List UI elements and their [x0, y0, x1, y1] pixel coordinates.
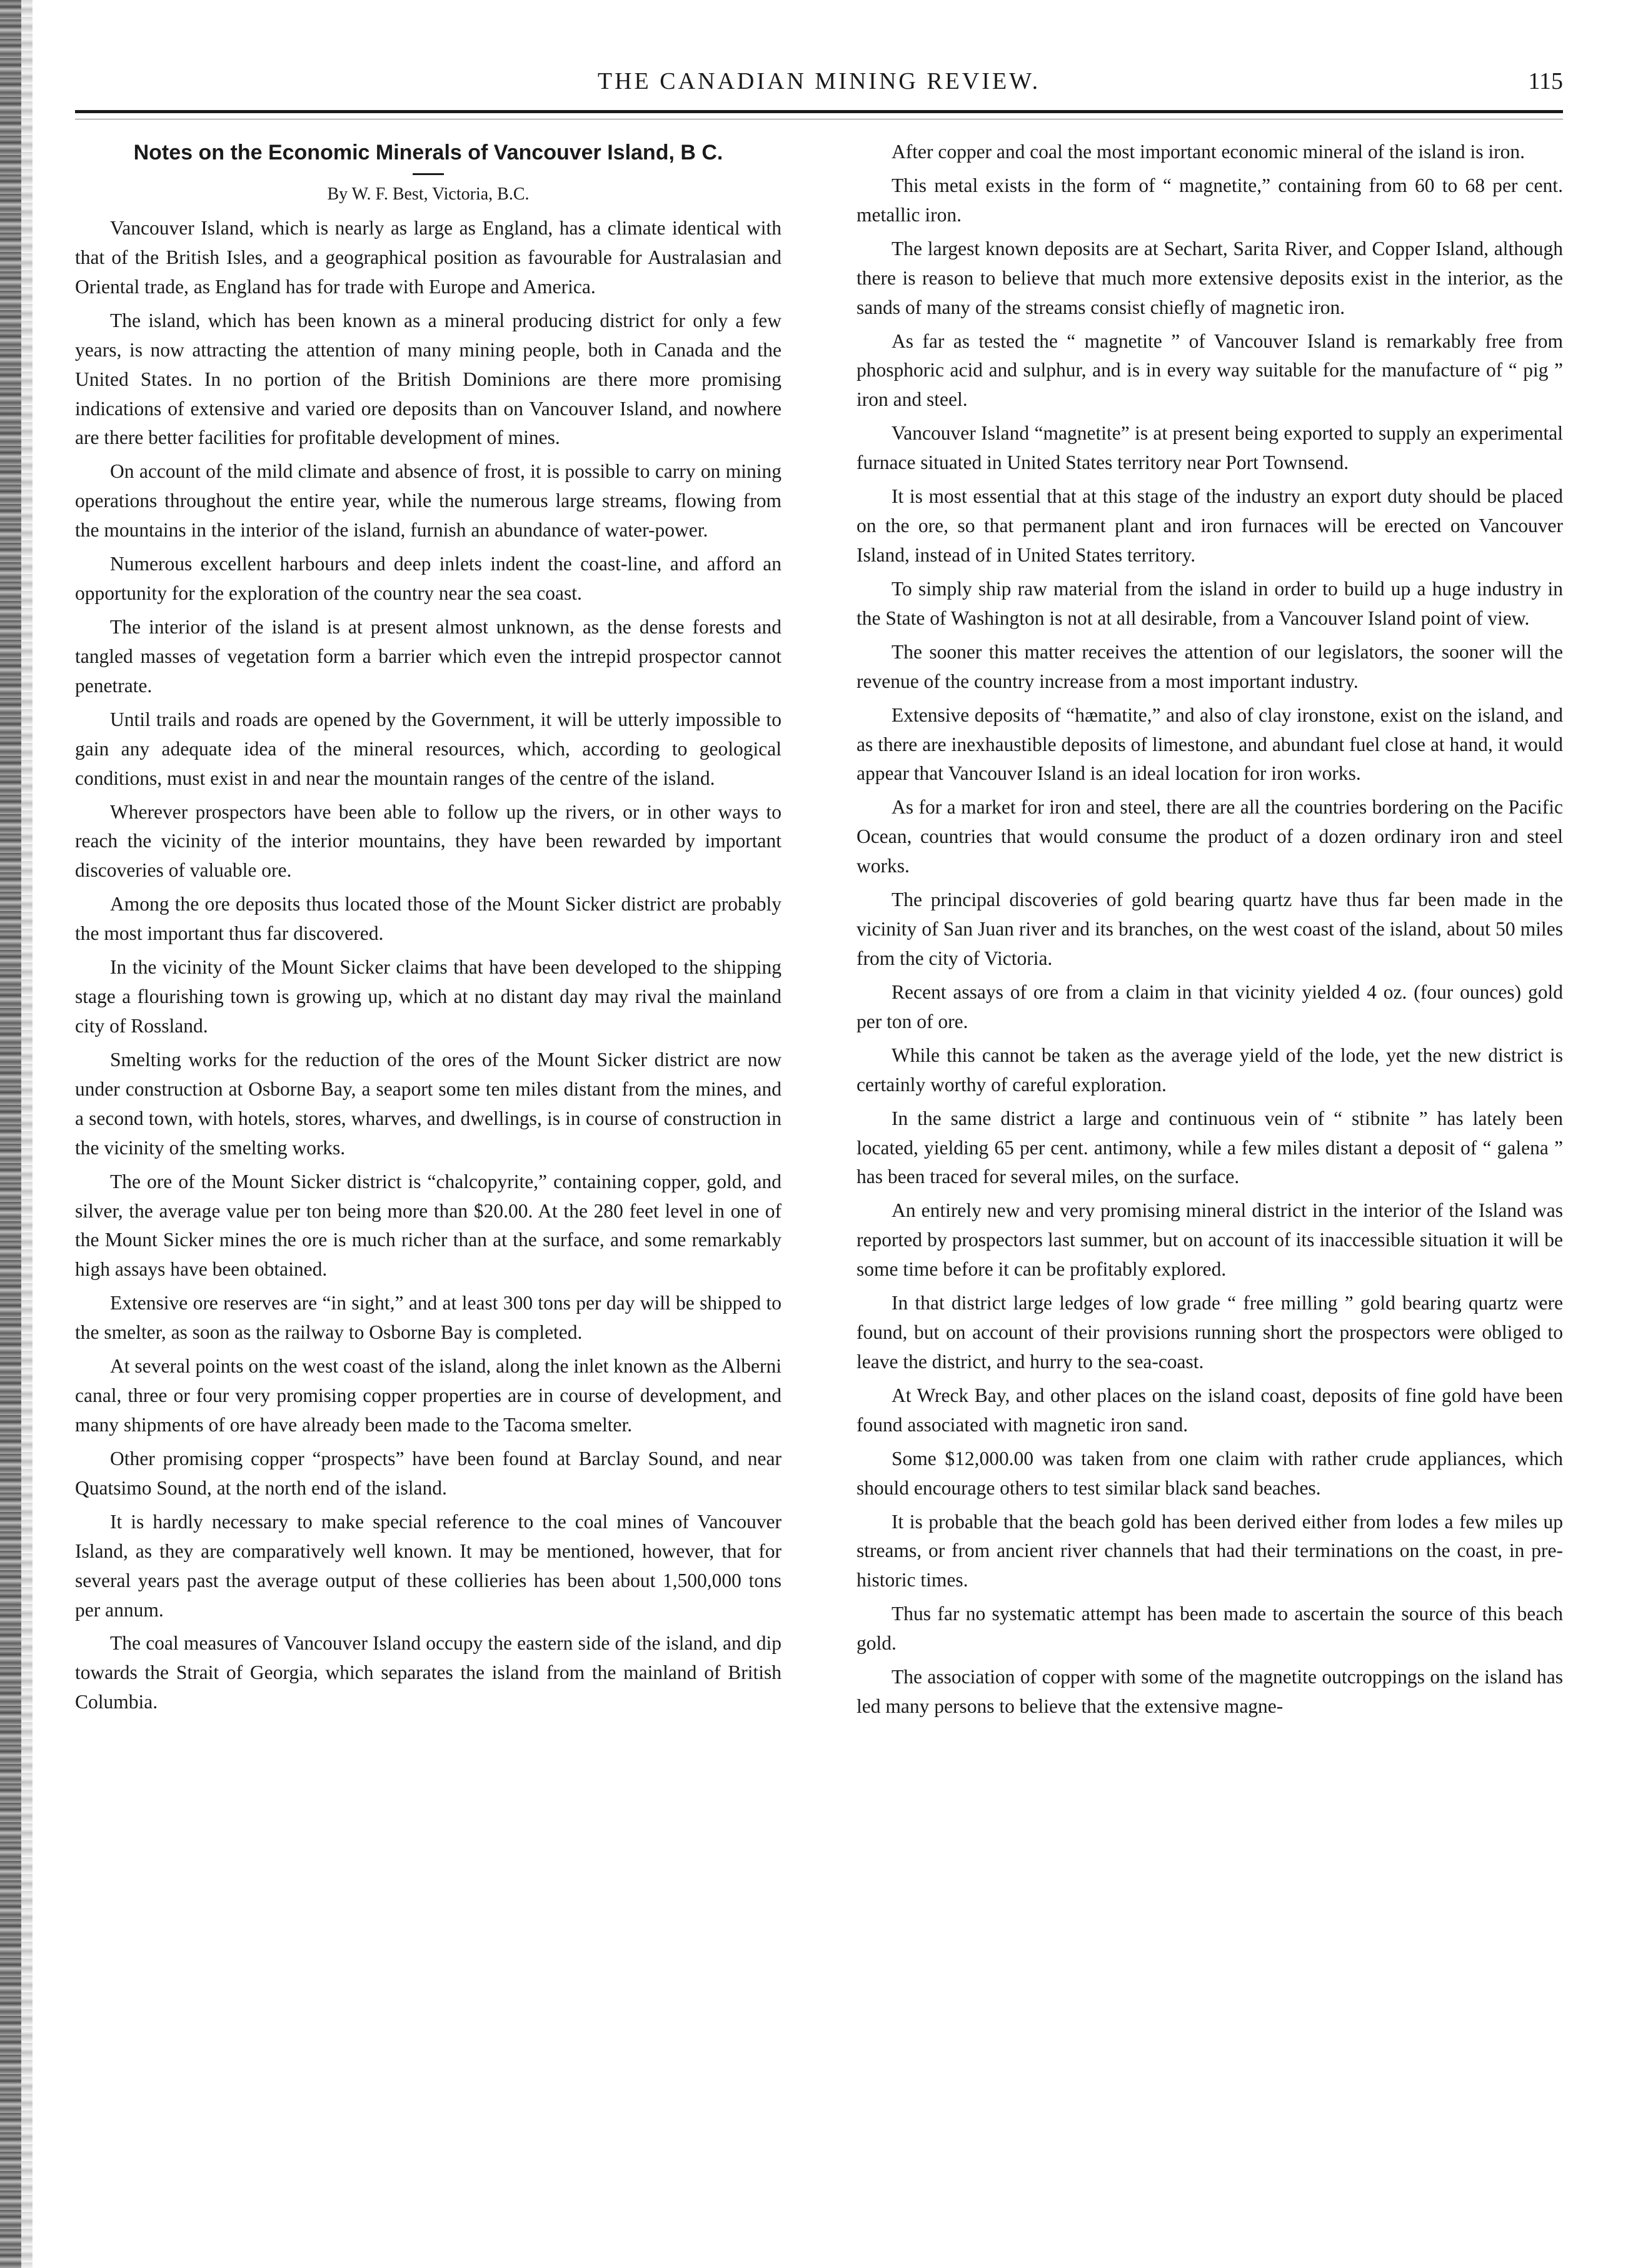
paragraph: An entirely new and very promising mineral district in the interior of the Island was reported by prospectors last summer, but on account of its inaccessible situation it will be some time before it can be profitably explored. [857, 1199, 1563, 1281]
paragraph: As for a market for iron and steel, there are all the countries bordering on the Pacific Ocean, countries that would consume the product of a dozen ordinary iron and steel works. [857, 796, 1563, 877]
paragraph: Some $12,000.00 was taken from one claim with rather crude appliances, which should encourage others to test similar black sand beaches. [857, 1447, 1563, 1499]
paragraph: The island, which has been known as a mineral producing district for only a few years, is now attracting the attention of many mining people, both in Canada and the United States. In no portion of the British Dominions are there more promising indications of extensive and varied ore deposits than on Vancouver Island, and nowhere are there better facilities for profitable development of mines. [75, 309, 781, 449]
paragraph: The ore of the Mount Sicker district is “chalcopyrite,” containing copper, gold, and silver, the average value per ton being more than $20.00. At the 280 feet level in one of the Mount Sicker mines the ore is much richer than at the surface, and some remarkably high assays have been obtained. [75, 1170, 781, 1281]
paragraph: In that district large ledges of low grade “ free milling ” gold bearing quartz were found, but on account of their provisions running short the prospectors were obliged to leave the district, and hurry to the sea-coast. [857, 1292, 1563, 1373]
paragraph: In the vicinity of the Mount Sicker claims that have been developed to the shipping stage a flourishing town is growing up, which at no distant day may rival the mainland city of Rossland. [75, 956, 781, 1037]
scanned-binding-edge [0, 0, 21, 2268]
journal-title: THE CANADIAN MINING REVIEW. [597, 68, 1041, 94]
paragraph: Thus far no systematic attempt has been made to ascertain the source of this beach gold. [857, 1603, 1563, 1655]
paragraph: At several points on the west coast of the island, along the inlet known as the Alberni canal, three or four very promising copper properties are in course of development, and many shipments of ore have already been made to the Tacoma smelter. [75, 1355, 781, 1436]
running-head [75, 63, 1563, 106]
paragraph: The largest known deposits are at Sechart, Sarita River, and Copper Island, although there is reason to believe that much more extensive deposits exist in the interior, as the sands of many of the streams consist chiefly of magnetic iron. [857, 237, 1563, 318]
paragraph: Other promising copper “prospects” have been found at Barclay Sound, and near Quatsimo Sound, at the north end of the island. [75, 1447, 781, 1499]
paragraph: To simply ship raw material from the island in order to build up a huge industry in the State of Washington is not at all desirable, from a Vancouver Island point of view. [857, 577, 1563, 629]
paragraph: The sooner this matter receives the attention of our legislators, the sooner will the revenue of the country increase from a most important industry. [857, 640, 1563, 692]
paragraph: Wherever prospectors have been able to follow up the rivers, or in other ways to reach the vicinity of the interior mountains, they have been rewarded by important discoveries of valuable ore. [75, 800, 781, 882]
paragraph: As far as tested the “ magnetite ” of Vancouver Island is remarkably free from phosphoric acid and sulphur, and is in every way suitable for the manufacture of “ pig ” iron and steel. [857, 330, 1563, 411]
paragraph: This metal exists in the form of “ magnetite,” containing from 60 to 68 per cent. metallic iron. [857, 174, 1563, 226]
left-column-body [75, 214, 781, 1717]
paragraph: Extensive ore reserves are “in sight,” and at least 300 tons per day will be shipped to the smelter, as soon as the railway to Osborne Bay is completed. [75, 1292, 781, 1344]
paragraph: Smelting works for the reduction of the ores of the Mount Sicker district are now under construction at Osborne Bay, a seaport some ten miles distant from the mines, and a second town, with hotels, stores, wharves, and dwellings, is in course of construction in the vicinity of the smelting works. [75, 1048, 781, 1159]
paragraph: It is probable that the beach gold has been derived either from lodes a few miles up streams, or from ancient river channels that had their terminations on the coast, in pre-historic times. [857, 1510, 1563, 1591]
paragraph: Vancouver Island, which is nearly as large as England, has a climate identical with that of the British Isles, and a geographical position as favourable for Australasian and Oriental trade, as England has for trade with Europe and America. [75, 217, 781, 298]
paragraph: The coal measures of Vancouver Island occupy the eastern side of the island, and dip towards the Strait of Georgia, which separates the island from the mainland of British Columbia. [75, 1632, 781, 1713]
paragraph: Extensive deposits of “hæmatite,” and also of clay ironstone, exist on the island, and as there are inexhaustible deposits of limestone, and abundant fuel close at hand, it would appear that Vancouver Island is an ideal location for iron works. [857, 703, 1563, 785]
page-number: 115 [1528, 68, 1563, 94]
paragraph: Numerous excellent harbours and deep inlets indent the coast-line, and afford an opportunity for the exploration of the country near the sea coast. [75, 553, 781, 605]
paragraph: Until trails and roads are opened by the Government, it will be utterly impossible to gain any adequate idea of the mineral resources, which, according to geological conditions, must exist in and near the mountain ranges of the centre of the island. [75, 708, 781, 789]
header-rule [75, 110, 1563, 113]
byline: By W. F. Best, Victoria, B.C. [327, 184, 530, 204]
paragraph: The interior of the island is at present almost unknown, as the dense forests and tangled masses of vegetation form a barrier which even the intrepid prospector cannot penetrate. [75, 616, 781, 697]
paragraph: It is most essential that at this stage of the industry an export duty should be placed on the ore, so that permanent plant and iron furnaces will be erected on Vancouver Island, instead of in United States territory. [857, 485, 1563, 566]
paragraph: In the same district a large and continuous vein of “ stibnite ” has lately been located, yielding 65 per cent. antimony, while a few miles distant a deposit of “ galena ” has been traced for several miles, on the surface. [857, 1107, 1563, 1188]
paragraph: At Wreck Bay, and other places on the island coast, deposits of fine gold have been found associated with magnetic iron sand. [857, 1384, 1563, 1436]
scanned-binding-shadow [21, 0, 33, 2268]
paragraph: After copper and coal the most important economic mineral of the island is iron. [892, 141, 1525, 163]
paragraph: The association of copper with some of the magnetite outcroppings on the island has led many persons to believe that the extensive magne- [857, 1666, 1563, 1718]
paragraph: On account of the mild climate and absence of frost, it is possible to carry on mining operations throughout the entire year, while the numerous large streams, flowing from the mountains in the interior of the island, furnish an abundance of water-power. [75, 460, 781, 542]
paragraph: While this cannot be taken as the average yield of the lode, yet the new district is certainly worthy of careful exploration. [857, 1044, 1563, 1096]
title-rule [413, 173, 444, 175]
paragraph: Recent assays of ore from a claim in that vicinity yielded 4 oz. (four ounces) gold per ton of ore. [857, 980, 1563, 1032]
left-column [75, 138, 781, 2251]
paragraph: Among the ore deposits thus located those of the Mount Sicker district are probably the most important thus far discovered. [75, 893, 781, 945]
paragraph: It is hardly necessary to make special reference to the coal mines of Vancouver Island, as they are comparatively well known. It may be mentioned, however, that for several years past the average output of these collieries has been about 1,500,000 tons per annum. [75, 1510, 781, 1621]
paragraph: The principal discoveries of gold bearing quartz have thus far been made in the vicinity of San Juan river and its branches, on the west coast of the island, about 50 miles from the city of Victoria. [857, 889, 1563, 969]
right-column-body [857, 138, 1563, 1721]
article-title: Notes on the Economic Minerals of Vancouver Island, B C. [133, 141, 723, 164]
right-column [857, 138, 1563, 2251]
paragraph: Vancouver Island “magnetite” is at present being exported to supply an experimental furnace situated in United States territory near Port Townsend. [857, 422, 1563, 474]
